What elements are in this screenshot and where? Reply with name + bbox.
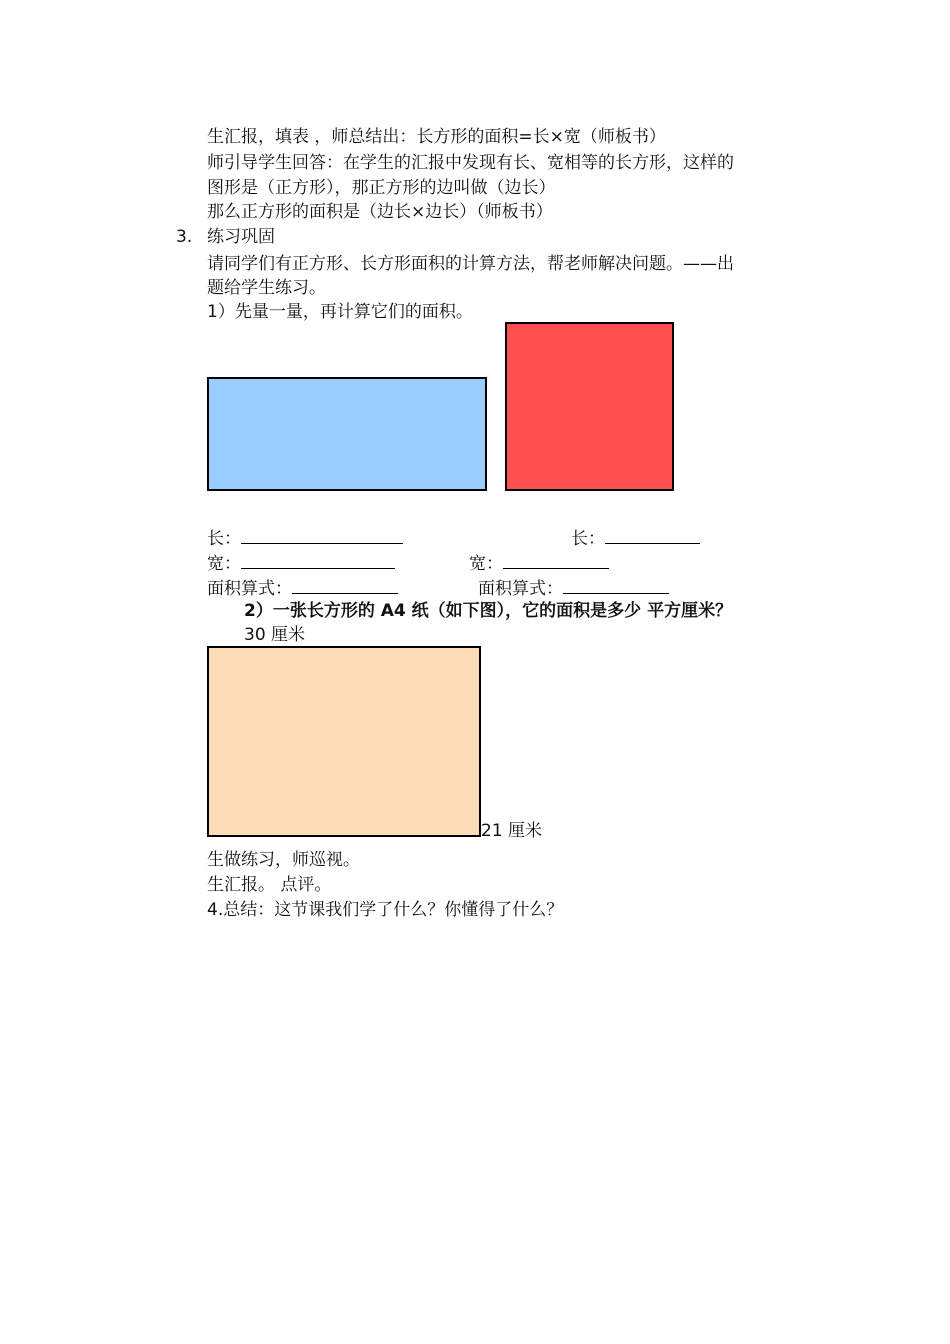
blue-rectangle <box>207 377 487 491</box>
text-line-7: 题给学生练习。 <box>207 278 326 298</box>
area-label: 面积算式： <box>478 579 563 599</box>
width-blank[interactable] <box>241 550 395 569</box>
length-blank[interactable] <box>605 525 700 544</box>
text-line-6: 请同学们有正方形、长方形面积的计算方法，帮老师解决问题。——出 <box>207 254 734 274</box>
length-field-left <box>207 525 403 551</box>
area-blank[interactable] <box>292 575 398 594</box>
section-title: 练习巩固 <box>207 227 275 247</box>
length-label: 长： <box>207 529 241 549</box>
width-label: 宽： <box>207 554 241 574</box>
length-label: 长： <box>571 529 605 549</box>
area-label: 面积算式： <box>207 579 292 599</box>
width-blank[interactable] <box>503 550 609 569</box>
area-field-left <box>207 575 398 601</box>
section-number: 3. <box>176 227 193 247</box>
summary-line: 4.总结：这节课我们学了什么？你懂得了什么？ <box>207 900 564 920</box>
length-field-right <box>571 525 700 551</box>
practice-line: 生做练习，师巡视。 <box>207 850 360 870</box>
text-line-1: 生汇报，填表 ，师总结出：长方形的面积=长×宽（师板书） <box>207 127 666 147</box>
width-field-left <box>207 550 395 576</box>
question-1: 1）先量一量，再计算它们的面积。 <box>207 302 473 322</box>
width-label: 宽： <box>469 554 503 574</box>
report-line: 生汇报。 点评。 <box>207 875 332 895</box>
a4-paper-rectangle <box>207 646 481 837</box>
text-line-4: 那么正方形的面积是（边长×边长）（师板书） <box>207 202 553 222</box>
width-field-right <box>469 550 609 576</box>
label-21cm: 21 厘米 <box>481 821 543 841</box>
area-blank[interactable] <box>563 575 669 594</box>
red-square <box>505 322 674 491</box>
question-2: 2）一张长方形的 A4 纸（如下图），它的面积是多少 平方厘米？ <box>244 601 733 621</box>
label-30cm: 30 厘米 <box>244 625 306 645</box>
area-field-right <box>478 575 669 601</box>
text-line-2: 师引导学生回答：在学生的汇报中发现有长、宽相等的长方形，这样的 <box>207 153 734 173</box>
length-blank[interactable] <box>241 525 403 544</box>
text-line-3: 图形是（正方形），那正方形的边叫做（边长） <box>207 178 556 198</box>
